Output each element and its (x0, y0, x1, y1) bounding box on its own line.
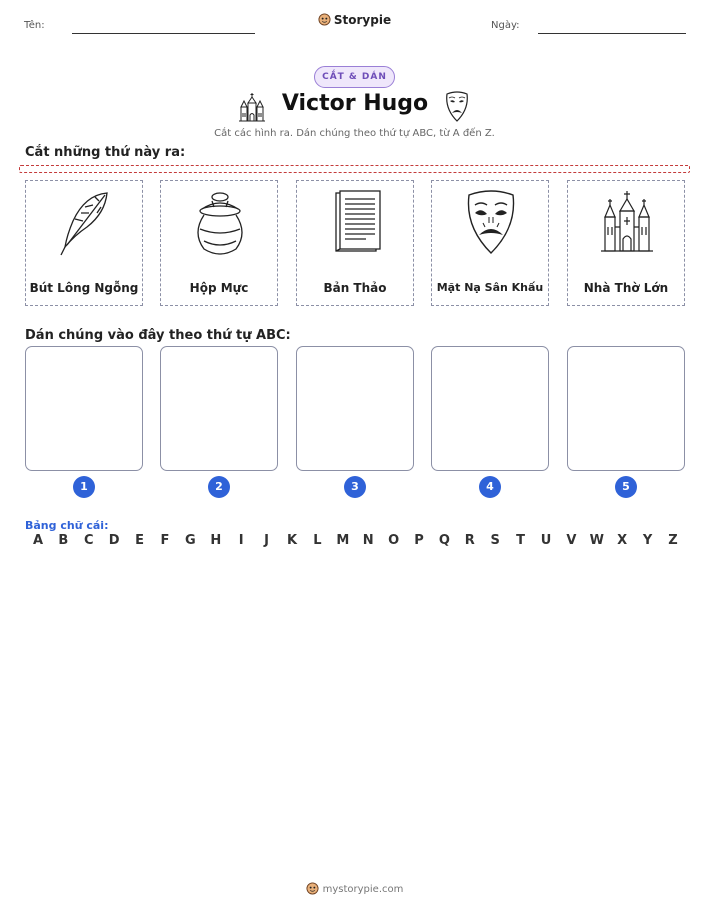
slot-number-badge: 1 (73, 476, 95, 498)
alphabet-letter: V (566, 533, 577, 548)
paste-slot-5[interactable] (567, 346, 685, 471)
card-label: Bút Lông Ngỗng (29, 281, 139, 295)
alphabet-letter: B (58, 533, 69, 548)
paste-slot-2[interactable] (160, 346, 278, 471)
alphabet-letter: I (238, 533, 244, 548)
cathedral-icon (238, 91, 266, 123)
alphabet-letter: L (313, 533, 322, 548)
paste-slot-3[interactable] (296, 346, 414, 471)
storypie-logo-icon (318, 13, 331, 26)
alphabet-letter: D (108, 533, 120, 548)
alphabet-letter: W (589, 533, 604, 548)
footer-url: mystorypie.com (322, 884, 404, 895)
alphabet-letter: R (464, 533, 475, 548)
card-label: Mặt Nạ Sân Khấu (436, 281, 544, 294)
page-title: Victor Hugo (281, 91, 429, 116)
manuscript-icon (326, 187, 386, 259)
alphabet-letter: S (490, 533, 500, 548)
alphabet-letter: G (185, 533, 196, 548)
cut-guide-line (19, 165, 690, 173)
storypie-logo-icon (306, 882, 319, 895)
date-label: Ngày: (491, 20, 520, 31)
alphabet-row (0, 533, 709, 553)
cathedral-icon (597, 187, 657, 259)
alphabet-letter: Y (642, 533, 653, 548)
alphabet-letter: O (388, 533, 400, 548)
alphabet-letter: F (160, 533, 170, 548)
alphabet-letter: H (210, 533, 222, 548)
alphabet-letter: Q (438, 533, 450, 548)
alphabet-letter: X (617, 533, 628, 548)
instructions: Cắt các hình ra. Dán chúng theo thứ tự ABC, từ A đến Z. (214, 128, 495, 139)
slot-number-badge: 3 (344, 476, 366, 498)
paste-section-heading: Dán chúng vào đây theo thứ tự ABC: (25, 328, 291, 343)
paste-slot-1[interactable] (25, 346, 143, 471)
ink-pot-icon (190, 187, 250, 259)
name-label: Tên: (24, 20, 45, 31)
alphabet-letter: C (84, 533, 94, 548)
cut-card-quill[interactable] (25, 180, 143, 306)
title-row (0, 91, 709, 123)
cut-card-manuscript[interactable] (296, 180, 414, 306)
activity-badge: CẮT & DÁN (314, 66, 395, 88)
alphabet-letter: E (135, 533, 145, 548)
slot-number-badge: 2 (208, 476, 230, 498)
cut-card-theater-mask[interactable] (431, 180, 549, 306)
brand-logo (0, 13, 709, 27)
card-label: Nhà Thờ Lớn (583, 281, 669, 295)
cut-card-cathedral[interactable] (567, 180, 685, 306)
date-line (538, 33, 686, 34)
alphabet-letter: T (516, 533, 526, 548)
theater-mask-icon (444, 91, 470, 123)
alphabet-letter: M (336, 533, 350, 548)
alphabet-letter: P (414, 533, 424, 548)
alphabet-letter: J (264, 533, 270, 548)
name-line (72, 33, 255, 34)
alphabet-title: Bảng chữ cái: (25, 519, 109, 532)
brand-name: Storypie (333, 13, 392, 27)
slot-number-badge: 5 (615, 476, 637, 498)
cut-card-ink-pot[interactable] (160, 180, 278, 306)
card-label: Bản Thảo (323, 281, 387, 295)
cut-section-heading: Cắt những thứ này ra: (25, 145, 186, 160)
slot-number-badge: 4 (479, 476, 501, 498)
theater-mask-icon (461, 187, 521, 259)
alphabet-letter: A (32, 533, 44, 548)
alphabet-letter: N (362, 533, 374, 548)
alphabet-letter: U (540, 533, 552, 548)
alphabet-letter: Z (668, 533, 678, 548)
footer (0, 882, 709, 895)
paste-slot-4[interactable] (431, 346, 549, 471)
alphabet-letter: K (286, 533, 298, 548)
quill-icon (55, 187, 115, 259)
card-label: Hộp Mực (189, 281, 249, 295)
